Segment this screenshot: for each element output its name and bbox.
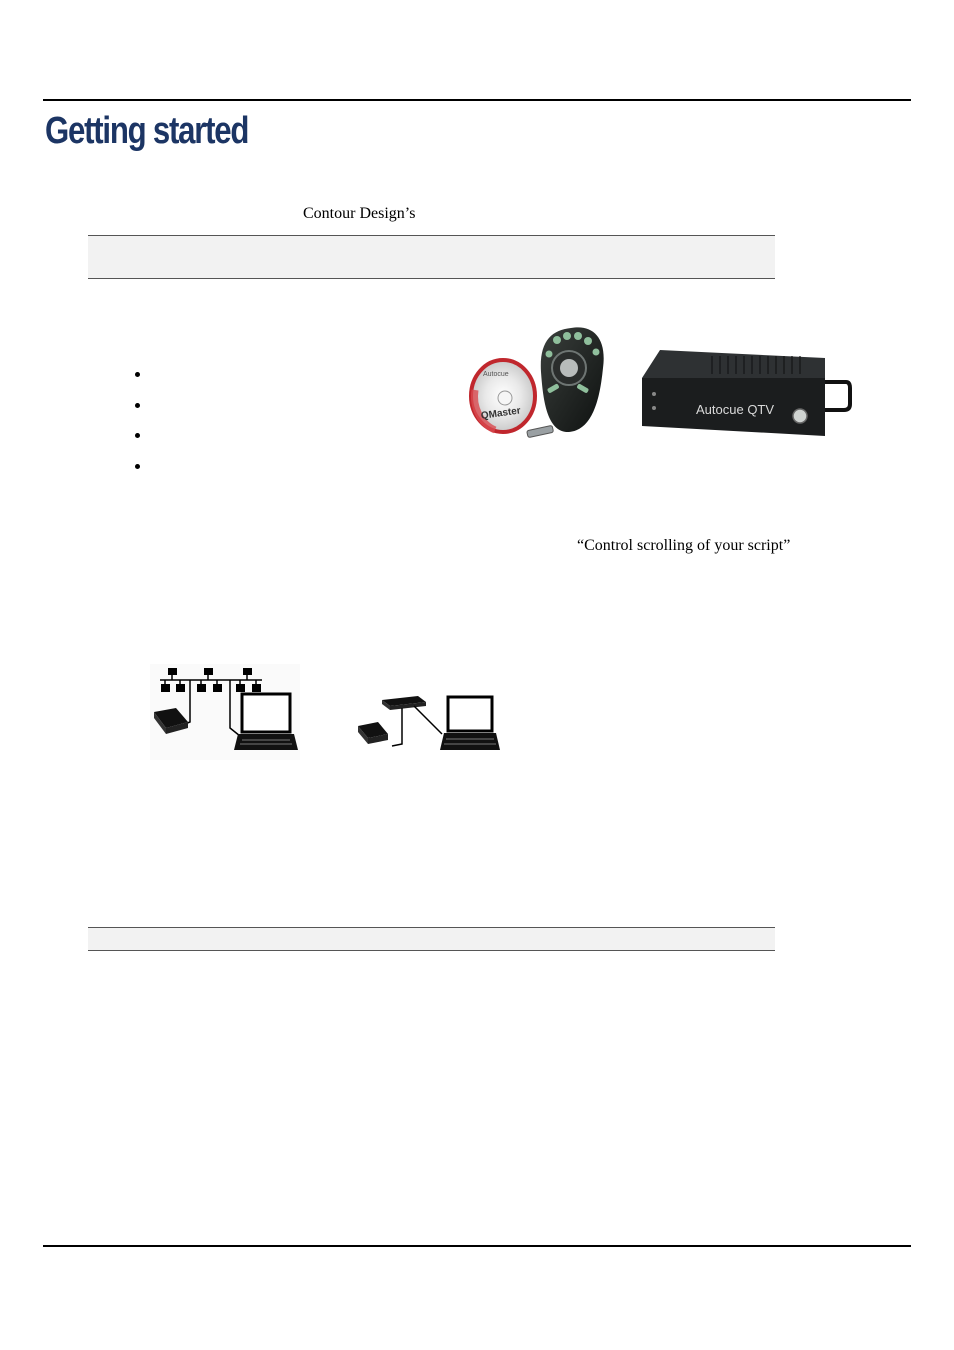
laptop-screen	[242, 694, 290, 732]
note-box	[88, 927, 775, 951]
contour-design-text: Contour Design’s	[303, 205, 416, 222]
top-rule	[43, 99, 911, 101]
laptop-screen	[448, 697, 492, 731]
laptop-keyboard	[234, 734, 298, 750]
bottom-rule	[43, 1245, 911, 1247]
network-setup-diagram	[150, 664, 300, 760]
scroll-control-text: “Control scrolling of your script”	[577, 537, 791, 554]
page-title: Getting started	[45, 110, 249, 152]
note-box	[88, 235, 775, 279]
laptop-keyboard	[440, 733, 500, 750]
direct-setup-diagram	[352, 690, 504, 756]
carry-handle	[825, 382, 850, 410]
qmaster-kit-photo	[465, 320, 620, 440]
qtv-box-photo	[640, 348, 855, 440]
cd-brand-label: Autocue	[483, 371, 509, 378]
qtv-label: Autocue QTV	[696, 402, 775, 417]
cd-product-label: QMaster	[480, 405, 522, 422]
usb-dongle	[527, 425, 554, 437]
qtv-power-button	[793, 409, 807, 423]
